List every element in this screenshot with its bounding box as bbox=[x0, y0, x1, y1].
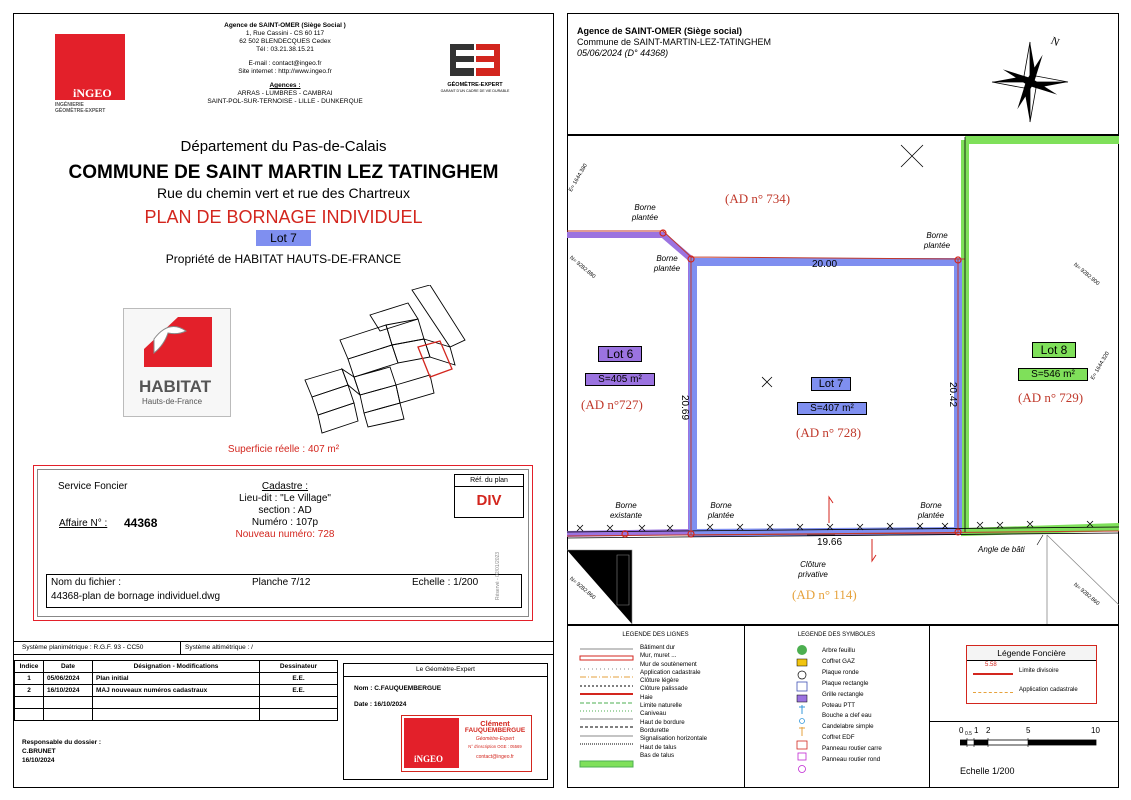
legend-top-line bbox=[567, 624, 1119, 626]
coord-n3: N= 9282.860 bbox=[568, 576, 597, 601]
scale-bar bbox=[930, 721, 1119, 788]
habitat-logo-sub: Hauts-de-France bbox=[142, 397, 203, 406]
borne-label-text: plantée bbox=[653, 264, 681, 273]
responsable-date: 16/10/2024 bbox=[22, 757, 55, 764]
cadastre-numero: Numéro : 107p bbox=[251, 517, 319, 528]
lot6-badge: Lot 6 bbox=[598, 346, 642, 362]
parcel-727-label: (AD n°727) bbox=[581, 397, 643, 412]
ge-logo-icon bbox=[430, 42, 520, 82]
legend-line-item: Limite naturelle bbox=[640, 702, 682, 710]
ge-logo-sub: GARANT D'UN CADRE DE VIE DURABLE bbox=[440, 89, 510, 93]
cloture-text: Clôture bbox=[800, 560, 826, 569]
legend-fonciere-box bbox=[966, 645, 1097, 704]
cloture-arrow-1 bbox=[829, 497, 833, 523]
legend-symbol-item: Plaque ronde bbox=[822, 668, 859, 676]
legend-line-item: Bordurette bbox=[640, 726, 669, 734]
agency-address1: 1, Rue Cassini - CS 60 117 bbox=[245, 30, 325, 37]
legend-line-item: Signalisation horizontale bbox=[640, 735, 708, 743]
rev-header-indice: Indice bbox=[15, 661, 44, 673]
tree-icon bbox=[797, 645, 807, 655]
rev-cell: Plan initial bbox=[93, 673, 260, 685]
table-row bbox=[15, 673, 338, 685]
building-outline bbox=[1047, 535, 1119, 624]
dim-right: 20.42 bbox=[947, 382, 958, 408]
scale-tick-1: 1 bbox=[974, 726, 979, 735]
borne-label-text: plantée bbox=[631, 213, 659, 222]
angle-bati-label: Angle de bâti bbox=[978, 545, 1025, 554]
borne-label-text: Borne bbox=[710, 501, 732, 510]
borne-label-6 bbox=[906, 501, 956, 521]
rev-cell: 1 bbox=[15, 673, 44, 685]
habitat-logo-name: HABITAT bbox=[139, 377, 212, 396]
square-sign-icon bbox=[798, 753, 806, 760]
scale-tick-10: 10 bbox=[1091, 726, 1100, 735]
agency-address2: 62 502 BLENDECQUES Cedex bbox=[239, 38, 331, 45]
legend-line-item: Haut de talus bbox=[640, 743, 677, 751]
street-title: Rue du chemin vert et rue des Chartreux bbox=[157, 185, 410, 201]
responsable-title: Responsable du dossier : bbox=[22, 739, 102, 746]
legend-symbol-icons bbox=[794, 645, 812, 779]
legend-line-item: Mur, muret ... bbox=[640, 652, 677, 660]
legend-symbol-item: Coffret EDF bbox=[822, 734, 855, 742]
ingeo-logo-sub1: INGÉNIERIE bbox=[55, 102, 84, 108]
borne-label-text: existante bbox=[609, 511, 643, 520]
commune-title: COMMUNE DE SAINT MARTIN LEZ TATINGHEM bbox=[68, 162, 499, 183]
system-plan: Système planimétrique : R.G.F. 93 - CC50 bbox=[22, 644, 144, 651]
geometre-box bbox=[343, 663, 548, 780]
cadastre-lieudit: Lieu-dit : "Le Village" bbox=[239, 493, 331, 504]
north-label: N bbox=[1048, 34, 1062, 50]
legend-line-item: Clôture légère bbox=[640, 677, 679, 685]
legend-line-item: Haie bbox=[640, 693, 653, 701]
stamp-name1: Clément bbox=[480, 719, 510, 728]
lot7-surface: S=407 m² bbox=[797, 402, 867, 415]
fichier-label: Nom du fichier : bbox=[51, 577, 122, 588]
legend-symbol-item: Poteau PTT bbox=[822, 701, 856, 709]
planche-label: Planche 7/12 bbox=[252, 577, 311, 588]
affaire-label: Affaire N° : bbox=[59, 518, 108, 529]
rev-cell: E.E. bbox=[260, 673, 338, 685]
parcel-728-label: (AD n° 728) bbox=[796, 425, 862, 440]
rev-cell: 05/06/2024 bbox=[44, 673, 93, 685]
revisions-table bbox=[14, 660, 338, 721]
agency-name: Agence de SAINT-OMER (Siège Social ) bbox=[224, 22, 346, 29]
legend-divider-1 bbox=[744, 625, 745, 788]
legend-cadastral-line bbox=[973, 692, 1013, 693]
borne-label-text: Borne bbox=[926, 231, 948, 240]
point-cross-top bbox=[901, 145, 923, 167]
ge-logo-title: GÉOMÈTRE-EXPERT bbox=[447, 82, 503, 88]
lot-badge: Lot 7 bbox=[256, 230, 311, 246]
rev-cell: 16/10/2024 bbox=[44, 685, 93, 697]
table-row bbox=[15, 697, 338, 709]
stamp-name2: FAUQUEMBERGUE bbox=[464, 727, 526, 734]
coord-n1: N= 9282.880 bbox=[568, 255, 597, 280]
geometre-title: Le Géomètre-Expert bbox=[344, 664, 547, 677]
agency-web[interactable]: Site internet : http://www.ingeo.fr bbox=[238, 68, 332, 75]
legend-line-item: Mur de soutènement bbox=[640, 660, 697, 668]
fichier-value: 44368-plan de bornage individuel.dwg bbox=[51, 591, 221, 602]
geometre-nom: Nom : C.FAUQUEMBERGUE bbox=[354, 685, 442, 692]
map-header-text bbox=[577, 26, 771, 59]
legend-symbol-item: Bouche a clef eau bbox=[822, 712, 872, 720]
parcel-734-label: (AD n° 734) bbox=[725, 191, 791, 206]
rev-cell: 2 bbox=[15, 685, 44, 697]
legend-symbol-item: Grille rectangle bbox=[822, 690, 864, 698]
service-label: Service Foncier bbox=[58, 481, 128, 492]
lot8-badge: Lot 8 bbox=[1032, 342, 1076, 358]
agencies-line1: ARRAS - LUMBRES - CAMBRAI bbox=[237, 90, 333, 97]
cadastre-title: Cadastre : bbox=[261, 481, 309, 492]
gas-box-icon bbox=[797, 659, 807, 666]
rect-plate-icon bbox=[797, 682, 807, 691]
legend-fonciere-item1: Limite divisoire bbox=[1019, 668, 1059, 674]
legend-line-item: Caniveau bbox=[640, 710, 667, 718]
surface-text: Superficie réelle : 407 m² bbox=[227, 444, 340, 455]
legend-limit-line bbox=[973, 673, 1013, 675]
coord-e1: E= 1644.380 bbox=[568, 162, 589, 193]
vertical-note: Réservé - 02/01/2023 bbox=[495, 551, 501, 600]
agencies-title: Agences : bbox=[269, 82, 301, 89]
dim-bottom: 19.66 bbox=[817, 537, 843, 548]
ref-label: Réf. du plan bbox=[455, 475, 523, 487]
rev-cell: MAJ nouveaux numéros cadastraux bbox=[93, 685, 260, 697]
echelle-label: Echelle : 1/200 bbox=[412, 577, 479, 588]
borne-label-1 bbox=[620, 203, 670, 223]
responsable-name: C.BRUNET bbox=[22, 748, 56, 755]
borne-label-text: Borne bbox=[920, 501, 942, 510]
lot7-label: Lot 7 bbox=[811, 377, 851, 391]
borne-label-text: plantée bbox=[707, 511, 735, 520]
cloture-label bbox=[788, 560, 838, 580]
legend-symbol-item: Candelabre simple bbox=[822, 723, 874, 731]
coord-n2: N= 9282.900 bbox=[1072, 262, 1101, 287]
map-header-agency: Agence de SAINT-OMER (Siège social) bbox=[577, 26, 743, 36]
scale-tick-05: 0.5 bbox=[965, 731, 972, 737]
legend-fonciere-dim: 5.58 bbox=[985, 662, 997, 668]
borne-label-3 bbox=[912, 231, 962, 251]
map-header-date: 05/06/2024 (D° 44368) bbox=[577, 48, 669, 58]
legend-line-item: Bas de talus bbox=[640, 751, 675, 759]
ref-value: DIV bbox=[476, 492, 502, 509]
ingeo-logo bbox=[53, 34, 125, 116]
water-valve-icon bbox=[800, 719, 805, 724]
parcel-114-label: (AD n° 114) bbox=[792, 587, 857, 602]
legend-symbol-item: Panneau routier carre bbox=[822, 745, 882, 753]
borne-label-text: plantée bbox=[923, 241, 951, 250]
rev-header-date: Date bbox=[44, 661, 93, 673]
ingeo-logo-brand: iNGEO bbox=[73, 86, 112, 100]
scale-tick-0: 0 bbox=[959, 726, 964, 735]
geometre-stamp bbox=[401, 715, 532, 772]
stamp-oge: N° d'inscription OGE : 05569 bbox=[468, 744, 522, 749]
legend-line-item: Bâtiment dur bbox=[640, 644, 676, 651]
lot8-boundary bbox=[965, 140, 1119, 532]
parcel-729-label: (AD n° 729) bbox=[1018, 390, 1084, 405]
legend-fonciere-item2: Application cadastrale bbox=[1019, 687, 1078, 693]
borne-label-2 bbox=[642, 254, 692, 274]
borne-label-text: Borne bbox=[615, 501, 637, 510]
map-header-commune: Commune de SAINT-MARTIN-LEZ-TATINGHEM bbox=[577, 37, 772, 47]
dim-top: 20.00 bbox=[812, 259, 838, 270]
scale-bar-graphic bbox=[960, 738, 1100, 748]
coord-n4: N= 9282.860 bbox=[1072, 582, 1101, 607]
scale-label: Echelle 1/200 bbox=[960, 766, 1015, 776]
legend-symbol-item: Coffret GAZ bbox=[822, 657, 855, 665]
table-row bbox=[15, 709, 338, 721]
legend-fonciere-title: Légende Foncière bbox=[967, 646, 1096, 661]
ptt-pole-icon bbox=[799, 705, 805, 714]
edf-box-icon bbox=[797, 741, 807, 749]
legend-line-item: Clôture palissade bbox=[640, 685, 688, 693]
rev-header-designation: Désignation - Modifications bbox=[93, 661, 260, 673]
ref-box bbox=[454, 474, 524, 518]
agency-tel: Tél : 03.21.38.15.21 bbox=[256, 46, 314, 53]
owner-title: Propriété de HABITAT HAUTS-DE-FRANCE bbox=[165, 252, 402, 266]
lamp-icon bbox=[799, 727, 805, 736]
stamp-role: Géomètre-Expert bbox=[475, 736, 515, 742]
legend-symbols-title: LEGENDE DES SYMBOLES bbox=[797, 632, 876, 638]
agency-block bbox=[185, 22, 385, 106]
coord-e2: E= 1644.320 bbox=[1090, 350, 1111, 381]
cadastre-nouveau: Nouveau numéro: 728 bbox=[235, 529, 335, 540]
legend-line-item: Application cadastrale bbox=[640, 668, 701, 676]
rev-header-dessinateur: Dessinateur bbox=[260, 661, 338, 673]
cadastre-section: section : AD bbox=[258, 505, 312, 516]
responsable-block bbox=[22, 738, 101, 765]
bornes bbox=[622, 230, 961, 537]
revisions-header bbox=[15, 661, 338, 673]
legend-symbol-item: Panneau routier rond bbox=[822, 756, 881, 764]
plan-title: PLAN DE BORNAGE INDIVIDUEL bbox=[144, 207, 423, 227]
legend-symbol-item: Arbre feuillu bbox=[822, 647, 856, 654]
location-minimap bbox=[300, 285, 480, 445]
legend-symbol-item: Plaque rectangle bbox=[822, 679, 869, 687]
point-cross-center bbox=[762, 377, 772, 387]
lot8-surface: S=546 m² bbox=[1018, 368, 1088, 381]
geometre-expert-logo bbox=[430, 42, 520, 98]
north-arrow-icon bbox=[990, 34, 1070, 124]
ingeo-logo-sub2: GÉOMÈTRE-EXPERT bbox=[55, 108, 106, 114]
department-title: Département du Pas-de-Calais bbox=[180, 138, 387, 155]
round-plate-icon bbox=[798, 671, 806, 679]
borne-label-4 bbox=[596, 501, 656, 521]
system-alti: Système altimétrique : / bbox=[185, 644, 253, 651]
geometre-date: Date : 16/10/2024 bbox=[354, 701, 407, 708]
borne-label-5 bbox=[696, 501, 746, 521]
dim-left: 20.69 bbox=[679, 395, 690, 421]
borne-label-text: plantée bbox=[917, 511, 945, 520]
scale-tick-5: 5 bbox=[1026, 726, 1031, 735]
title-block bbox=[20, 138, 547, 266]
affaire-value: 44368 bbox=[124, 516, 158, 530]
system-divider bbox=[180, 642, 181, 654]
legend-line-item: Haut de bordure bbox=[640, 718, 685, 726]
borne-label-text: Borne bbox=[656, 254, 678, 263]
scale-tick-2: 2 bbox=[986, 726, 991, 735]
agencies-line2: SAINT-POL-SUR-TERNOISE - LILLE - DUNKERQUE bbox=[207, 98, 363, 105]
stamp-brand: iNGEO bbox=[414, 754, 444, 764]
legend-symbols-list bbox=[822, 646, 882, 766]
habitat-logo-icon bbox=[124, 309, 230, 377]
legend-lines-list bbox=[640, 644, 707, 760]
cadastre-block bbox=[200, 481, 370, 541]
cloture-arrow-2 bbox=[872, 539, 876, 561]
lot6-surface: S=405 m² bbox=[585, 373, 655, 386]
agency-email[interactable]: E-mail : contact@ingeo.fr bbox=[248, 60, 322, 67]
angle-bati-pointer bbox=[1037, 535, 1043, 545]
rev-cell: E.E. bbox=[260, 685, 338, 697]
table-row bbox=[15, 685, 338, 697]
stamp-mail[interactable]: contact@ingeo.fr bbox=[476, 754, 514, 760]
borne-label-text: Borne bbox=[634, 203, 656, 212]
cloture-text: privative bbox=[798, 570, 828, 579]
grille-icon bbox=[797, 695, 807, 702]
legend-lines-title: LEGENDE DES LIGNES bbox=[622, 632, 689, 638]
round-sign-icon bbox=[799, 766, 806, 773]
legend-lines-samples bbox=[578, 646, 638, 780]
lot7-boundary bbox=[693, 262, 958, 533]
habitat-logo bbox=[123, 308, 231, 417]
